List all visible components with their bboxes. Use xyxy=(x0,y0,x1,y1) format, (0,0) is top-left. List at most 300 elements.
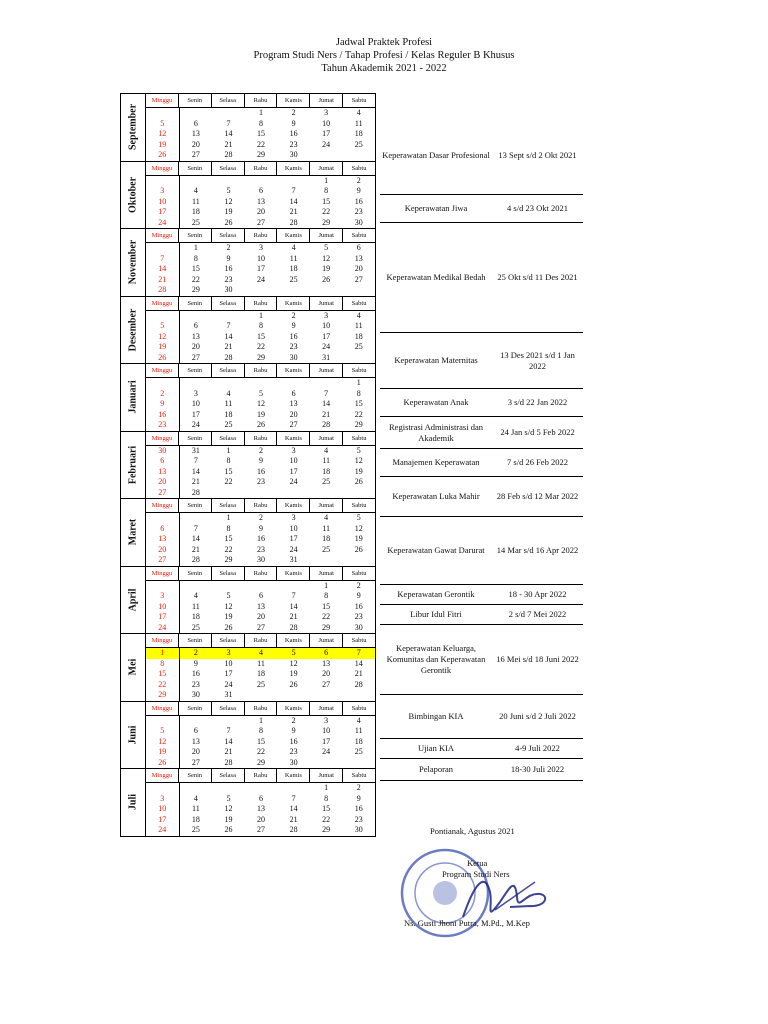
date-cell xyxy=(342,488,375,499)
place-date: Pontianak, Agustus 2021 xyxy=(430,826,515,836)
date-cell: 2 xyxy=(226,243,231,252)
day-header: Minggu xyxy=(146,229,179,242)
week-row xyxy=(146,254,375,265)
week-row xyxy=(146,612,375,623)
date-cell: 19 xyxy=(354,534,363,543)
date-cell: 24 xyxy=(289,477,298,486)
date-cell: 16 xyxy=(146,410,180,421)
day-header: Rabu xyxy=(245,634,278,647)
date-cell: 21 xyxy=(289,814,298,824)
date-cell xyxy=(310,378,343,389)
activity-name: Keperawatan Gerontik xyxy=(397,589,475,599)
date-cell: 12 xyxy=(146,737,180,748)
week-row xyxy=(146,737,375,748)
date-cell: 14 xyxy=(224,331,233,341)
date-cell: 17 xyxy=(191,409,200,419)
day-header: Minggu xyxy=(146,364,179,377)
day-header: Rabu xyxy=(245,162,278,175)
date-cell: 31 xyxy=(191,445,200,455)
date-cell: 10 xyxy=(257,253,266,263)
date-cell xyxy=(146,176,180,187)
date-cell: 24 xyxy=(224,679,233,689)
date-cell: 4 xyxy=(291,243,296,252)
day-header: Selasa xyxy=(212,162,245,175)
date-cell: 29 xyxy=(257,352,266,362)
date-cell: 29 xyxy=(322,825,331,834)
date-cell: 28 xyxy=(191,555,200,564)
date-cell: 9 xyxy=(259,523,264,533)
day-header: Rabu xyxy=(245,769,278,782)
date-cell: 9 xyxy=(193,658,198,668)
date-cell: 7 xyxy=(324,388,329,398)
day-header: Sabtu xyxy=(351,367,367,374)
date-cell: 24 xyxy=(146,825,180,836)
week-row xyxy=(146,108,375,119)
date-cell: 25 xyxy=(191,825,200,834)
day-header: Jumat xyxy=(310,432,343,445)
day-header: Minggu xyxy=(146,162,179,175)
day-header: Minggu xyxy=(146,499,179,512)
day-header: Jumat xyxy=(310,162,343,175)
date-cell: 10 xyxy=(289,523,298,533)
date-cell: 19 xyxy=(224,612,233,621)
date-cell: 4 xyxy=(193,793,198,803)
day-header: Selasa xyxy=(212,297,245,310)
day-header: Sabtu xyxy=(351,232,367,239)
date-cell: 16 xyxy=(289,129,298,138)
date-cell xyxy=(212,488,245,499)
date-cell: 6 xyxy=(193,118,198,128)
date-cell: 26 xyxy=(289,679,298,689)
date-cell: 17 xyxy=(322,331,331,341)
week-row xyxy=(146,275,375,286)
date-cell: 11 xyxy=(354,321,363,330)
date-cell: 7 xyxy=(193,456,198,465)
day-header: Jumat xyxy=(310,567,343,580)
month-block xyxy=(120,296,376,364)
date-cell: 13 xyxy=(146,534,180,545)
date-cell: 20 xyxy=(354,264,363,273)
schedule-row xyxy=(380,605,583,625)
day-header: Minggu xyxy=(146,297,179,310)
date-cell: 22 xyxy=(257,342,266,351)
date-cell: 3 xyxy=(324,715,329,725)
date-cell xyxy=(180,783,213,794)
date-cell: 13 xyxy=(257,196,266,206)
day-header-row xyxy=(146,229,375,243)
week-row xyxy=(146,389,375,400)
week-row xyxy=(146,321,375,332)
date-cell: 22 xyxy=(354,409,363,419)
date-cell xyxy=(245,176,278,187)
date-cell: 11 xyxy=(322,456,331,465)
day-header: Senin xyxy=(179,769,212,782)
date-cell: 19 xyxy=(146,342,180,353)
date-cell: 17 xyxy=(257,264,266,273)
date-cell: 7 xyxy=(291,793,296,803)
date-cell: 16 xyxy=(257,534,266,543)
date-cell: 18 xyxy=(191,612,200,621)
day-header: Jumat xyxy=(310,94,343,107)
week-row xyxy=(146,794,375,805)
month-label: Januari xyxy=(121,364,146,431)
activity-name: Keperawatan Medikal Bedah xyxy=(386,272,486,282)
date-cell: 4 xyxy=(356,108,361,117)
date-cell: 18 xyxy=(257,669,266,678)
date-cell: 13 xyxy=(191,736,200,746)
date-cell xyxy=(146,783,180,794)
date-cell xyxy=(245,581,278,592)
date-cell xyxy=(245,488,278,499)
date-cell: 30 xyxy=(289,757,298,767)
day-header: Senin xyxy=(179,94,212,107)
date-cell xyxy=(146,378,180,389)
date-cell xyxy=(310,150,343,161)
activity-date: 28 Feb s/d 12 Mar 2022 xyxy=(496,491,579,501)
day-header: Jumat xyxy=(310,297,343,310)
schedule-row xyxy=(380,585,583,605)
day-header: Senin xyxy=(179,432,212,445)
week-row xyxy=(146,602,375,613)
date-cell: 25 xyxy=(322,477,331,486)
schedule-row xyxy=(380,695,583,739)
date-cell: 8 xyxy=(146,659,180,670)
date-cell xyxy=(212,176,245,187)
date-cell: 8 xyxy=(226,523,231,533)
schedule-row xyxy=(380,517,583,585)
activity-name: Ujian KIA xyxy=(417,743,455,753)
week-row xyxy=(146,804,375,815)
date-cell: 30 xyxy=(146,446,180,457)
activity-date: 3 s/d 22 Jan 2022 xyxy=(507,397,568,407)
date-cell xyxy=(146,581,180,592)
date-cell: 4 xyxy=(193,186,198,195)
month-label: April xyxy=(121,567,146,634)
day-header: Senin xyxy=(179,634,212,647)
schedule-row xyxy=(380,389,583,417)
date-cell: 16 xyxy=(289,331,298,341)
date-cell: 21 xyxy=(224,139,233,149)
date-cell: 31 xyxy=(224,690,233,699)
week-row xyxy=(146,150,375,161)
date-cell xyxy=(245,378,278,389)
day-header-row xyxy=(146,297,375,311)
date-cell: 14 xyxy=(289,196,298,206)
date-cell xyxy=(342,353,375,364)
date-cell: 15 xyxy=(257,331,266,341)
date-cell: 29 xyxy=(354,420,363,429)
date-cell: 16 xyxy=(224,264,233,273)
date-cell: 27 xyxy=(257,217,266,227)
date-cell xyxy=(212,378,245,389)
date-cell: 21 xyxy=(322,409,331,419)
week-row xyxy=(146,648,375,659)
date-cell: 20 xyxy=(322,669,331,678)
date-cell: 14 xyxy=(146,264,180,275)
date-cell: 28 xyxy=(224,757,233,767)
role-label: Ketua xyxy=(467,858,488,868)
date-cell: 5 xyxy=(226,591,231,600)
date-cell: 1 xyxy=(259,310,264,320)
date-cell: 16 xyxy=(354,804,363,813)
day-header: Kamis xyxy=(277,94,310,107)
schedule-row xyxy=(380,223,583,333)
activity-date: 18 - 30 Apr 2022 xyxy=(508,589,567,599)
date-cell: 25 xyxy=(354,139,363,149)
activity-name: Keperawatan Jiwa xyxy=(404,203,468,213)
week-row xyxy=(146,378,375,389)
day-header: Rabu xyxy=(245,702,278,715)
date-cell: 27 xyxy=(354,274,363,284)
week-row xyxy=(146,690,375,701)
date-cell: 11 xyxy=(192,804,200,813)
day-header-row xyxy=(146,634,375,648)
day-header: Sabtu xyxy=(351,772,367,779)
date-cell: 28 xyxy=(289,217,298,227)
date-cell: 13 xyxy=(146,467,180,478)
date-cell: 28 xyxy=(289,622,298,632)
week-row xyxy=(146,477,375,488)
week-row xyxy=(146,758,375,769)
date-cell: 30 xyxy=(289,352,298,362)
date-cell: 27 xyxy=(191,352,200,362)
date-cell: 31 xyxy=(289,555,298,564)
date-cell: 15 xyxy=(224,534,233,543)
week-row xyxy=(146,680,375,691)
date-cell: 7 xyxy=(193,523,198,533)
activity-name: Libur Idul Fitri xyxy=(410,609,462,619)
date-cell xyxy=(342,690,375,701)
date-cell: 22 xyxy=(224,544,233,554)
date-cell: 25 xyxy=(257,679,266,689)
date-cell: 2 xyxy=(291,310,296,320)
date-cell: 2 xyxy=(356,175,361,185)
date-cell: 24 xyxy=(322,342,331,351)
activity-name: Keperawatan Dasar Profesional xyxy=(382,150,490,160)
activity-name: Manajemen Keperawatan xyxy=(392,457,480,467)
activity-date: 13 Des 2021 s/d 1 Jan 2022 xyxy=(500,349,575,371)
activity-date: 18-30 Juli 2022 xyxy=(510,764,565,774)
week-row xyxy=(146,420,375,431)
date-cell: 19 xyxy=(289,669,298,678)
date-cell: 15 xyxy=(354,399,363,408)
day-header: Selasa xyxy=(212,567,245,580)
activity-name: Keperawatan Luka Mahir xyxy=(392,491,480,501)
day-header: Rabu xyxy=(245,364,278,377)
date-cell: 19 xyxy=(257,409,266,419)
activity-name: Keperawatan Gawat Darurat xyxy=(387,545,485,555)
date-cell: 17 xyxy=(146,207,180,218)
day-header-row xyxy=(146,94,375,108)
date-cell: 20 xyxy=(257,207,266,216)
date-cell: 9 xyxy=(226,253,231,263)
day-header: Kamis xyxy=(277,297,310,310)
date-cell: 4 xyxy=(226,388,231,398)
date-cell: 11 xyxy=(257,658,265,668)
date-cell: 6 xyxy=(146,456,180,467)
date-cell: 13 xyxy=(191,331,200,341)
date-cell: 10 xyxy=(146,602,180,613)
date-cell: 23 xyxy=(354,612,363,621)
date-cell xyxy=(277,285,310,296)
date-cell: 22 xyxy=(322,207,331,216)
date-cell: 9 xyxy=(356,793,361,803)
program-label: Program Studi Ners xyxy=(442,869,510,879)
date-cell: 8 xyxy=(324,186,329,195)
date-cell: 7 xyxy=(146,254,180,265)
date-cell: 5 xyxy=(226,793,231,803)
date-cell: 13 xyxy=(257,804,266,813)
date-cell: 21 xyxy=(224,342,233,351)
date-cell: 10 xyxy=(322,118,331,128)
date-cell: 27 xyxy=(146,488,180,499)
date-cell: 7 xyxy=(291,186,296,195)
day-header: Senin xyxy=(179,567,212,580)
date-cell: 18 xyxy=(289,264,298,273)
activity-name: Keperawatan Anak xyxy=(403,397,469,407)
date-cell: 4 xyxy=(193,591,198,600)
day-header: Selasa xyxy=(212,634,245,647)
day-header: Kamis xyxy=(277,769,310,782)
date-cell: 4 xyxy=(324,513,329,522)
date-cell: 22 xyxy=(257,747,266,756)
date-cell xyxy=(180,513,213,524)
date-cell: 5 xyxy=(356,445,361,455)
title-line-1: Jadwal Praktek Profesi xyxy=(335,37,433,48)
date-cell: 15 xyxy=(322,601,331,611)
activity-date: 14 Mar s/d 16 Apr 2022 xyxy=(496,545,579,555)
date-cell: 14 xyxy=(354,658,363,668)
date-cell xyxy=(180,581,213,592)
activity-date: 16 Mei s/d 18 Juni 2022 xyxy=(496,654,579,664)
month-block xyxy=(120,633,376,701)
day-header: Rabu xyxy=(245,297,278,310)
day-header: Kamis xyxy=(277,364,310,377)
day-header: Sabtu xyxy=(351,299,367,307)
week-row xyxy=(146,197,375,208)
day-header: Kamis xyxy=(277,634,310,647)
date-cell: 10 xyxy=(146,197,180,208)
month-label: September xyxy=(121,94,146,161)
schedule-row xyxy=(380,759,583,781)
date-cell: 24 xyxy=(191,420,200,429)
date-cell: 26 xyxy=(146,758,180,769)
day-header-row xyxy=(146,702,375,716)
date-cell: 27 xyxy=(191,757,200,767)
date-cell: 20 xyxy=(146,477,180,488)
month-block xyxy=(120,363,376,431)
date-cell xyxy=(277,488,310,499)
day-header-row xyxy=(146,364,375,378)
date-cell: 14 xyxy=(289,804,298,813)
date-cell xyxy=(277,783,310,794)
date-cell xyxy=(212,311,245,322)
date-cell xyxy=(310,488,343,499)
date-cell: 21 xyxy=(224,747,233,756)
schedule-row xyxy=(380,449,583,477)
date-cell: 15 xyxy=(191,264,200,273)
date-cell: 17 xyxy=(322,736,331,746)
date-cell: 1 xyxy=(259,108,264,117)
week-row xyxy=(146,285,375,296)
activity-name: Keperawatan Keluarga, Komunitas dan Keperawatan Gerontik xyxy=(386,643,486,675)
date-cell xyxy=(277,690,310,701)
day-header: Rabu xyxy=(245,229,278,242)
date-cell: 27 xyxy=(289,420,298,429)
date-cell: 9 xyxy=(356,186,361,195)
day-header: Sabtu xyxy=(351,164,367,172)
date-cell: 1 xyxy=(193,243,198,252)
day-header: Senin xyxy=(179,162,212,175)
date-cell: 20 xyxy=(191,747,200,756)
month-label: Juli xyxy=(121,769,146,836)
date-cell: 24 xyxy=(322,747,331,756)
date-cell: 26 xyxy=(322,274,331,284)
date-cell: 29 xyxy=(191,285,200,294)
date-cell: 26 xyxy=(354,544,363,554)
day-header-row xyxy=(146,499,375,513)
day-header: Kamis xyxy=(277,162,310,175)
date-cell: 6 xyxy=(193,321,198,330)
schedule-row xyxy=(380,117,583,195)
date-cell xyxy=(310,758,343,769)
date-cell: 3 xyxy=(259,243,264,252)
day-header: Rabu xyxy=(245,432,278,445)
date-cell: 2 xyxy=(291,715,296,725)
week-row xyxy=(146,176,375,187)
date-cell: 8 xyxy=(259,321,264,330)
date-cell: 14 xyxy=(191,534,200,543)
date-cell: 30 xyxy=(191,690,200,699)
date-cell: 15 xyxy=(224,466,233,476)
day-header: Kamis xyxy=(277,432,310,445)
date-cell: 9 xyxy=(291,726,296,735)
date-cell: 8 xyxy=(226,456,231,465)
date-cell: 10 xyxy=(224,658,233,668)
month-block xyxy=(120,768,376,837)
date-cell: 16 xyxy=(354,196,363,206)
day-header: Sabtu xyxy=(351,704,367,712)
day-header: Minggu xyxy=(146,432,179,445)
week-row xyxy=(146,186,375,197)
week-row xyxy=(146,264,375,275)
date-cell xyxy=(310,555,343,566)
date-cell: 6 xyxy=(259,591,264,600)
activity-date: 25 Okt s/d 11 Des 2021 xyxy=(497,272,578,282)
date-cell: 12 xyxy=(224,196,233,206)
date-cell: 10 xyxy=(322,321,331,330)
week-row xyxy=(146,669,375,680)
schedule-row xyxy=(380,333,583,389)
date-cell: 21 xyxy=(191,544,200,554)
week-row xyxy=(146,332,375,343)
date-cell xyxy=(180,176,213,187)
week-row xyxy=(146,815,375,826)
month-block xyxy=(120,161,376,229)
date-cell: 10 xyxy=(322,726,331,735)
date-cell: 27 xyxy=(146,555,180,566)
date-cell: 3 xyxy=(324,310,329,320)
date-cell: 1 xyxy=(226,445,231,455)
day-header: Jumat xyxy=(310,499,343,512)
date-cell: 2 xyxy=(193,648,198,657)
date-cell: 8 xyxy=(324,793,329,803)
date-cell: 28 xyxy=(354,679,363,689)
date-cell: 25 xyxy=(322,544,331,554)
date-cell: 13 xyxy=(289,399,298,408)
day-header: Sabtu xyxy=(351,502,367,509)
date-cell: 12 xyxy=(224,804,233,813)
